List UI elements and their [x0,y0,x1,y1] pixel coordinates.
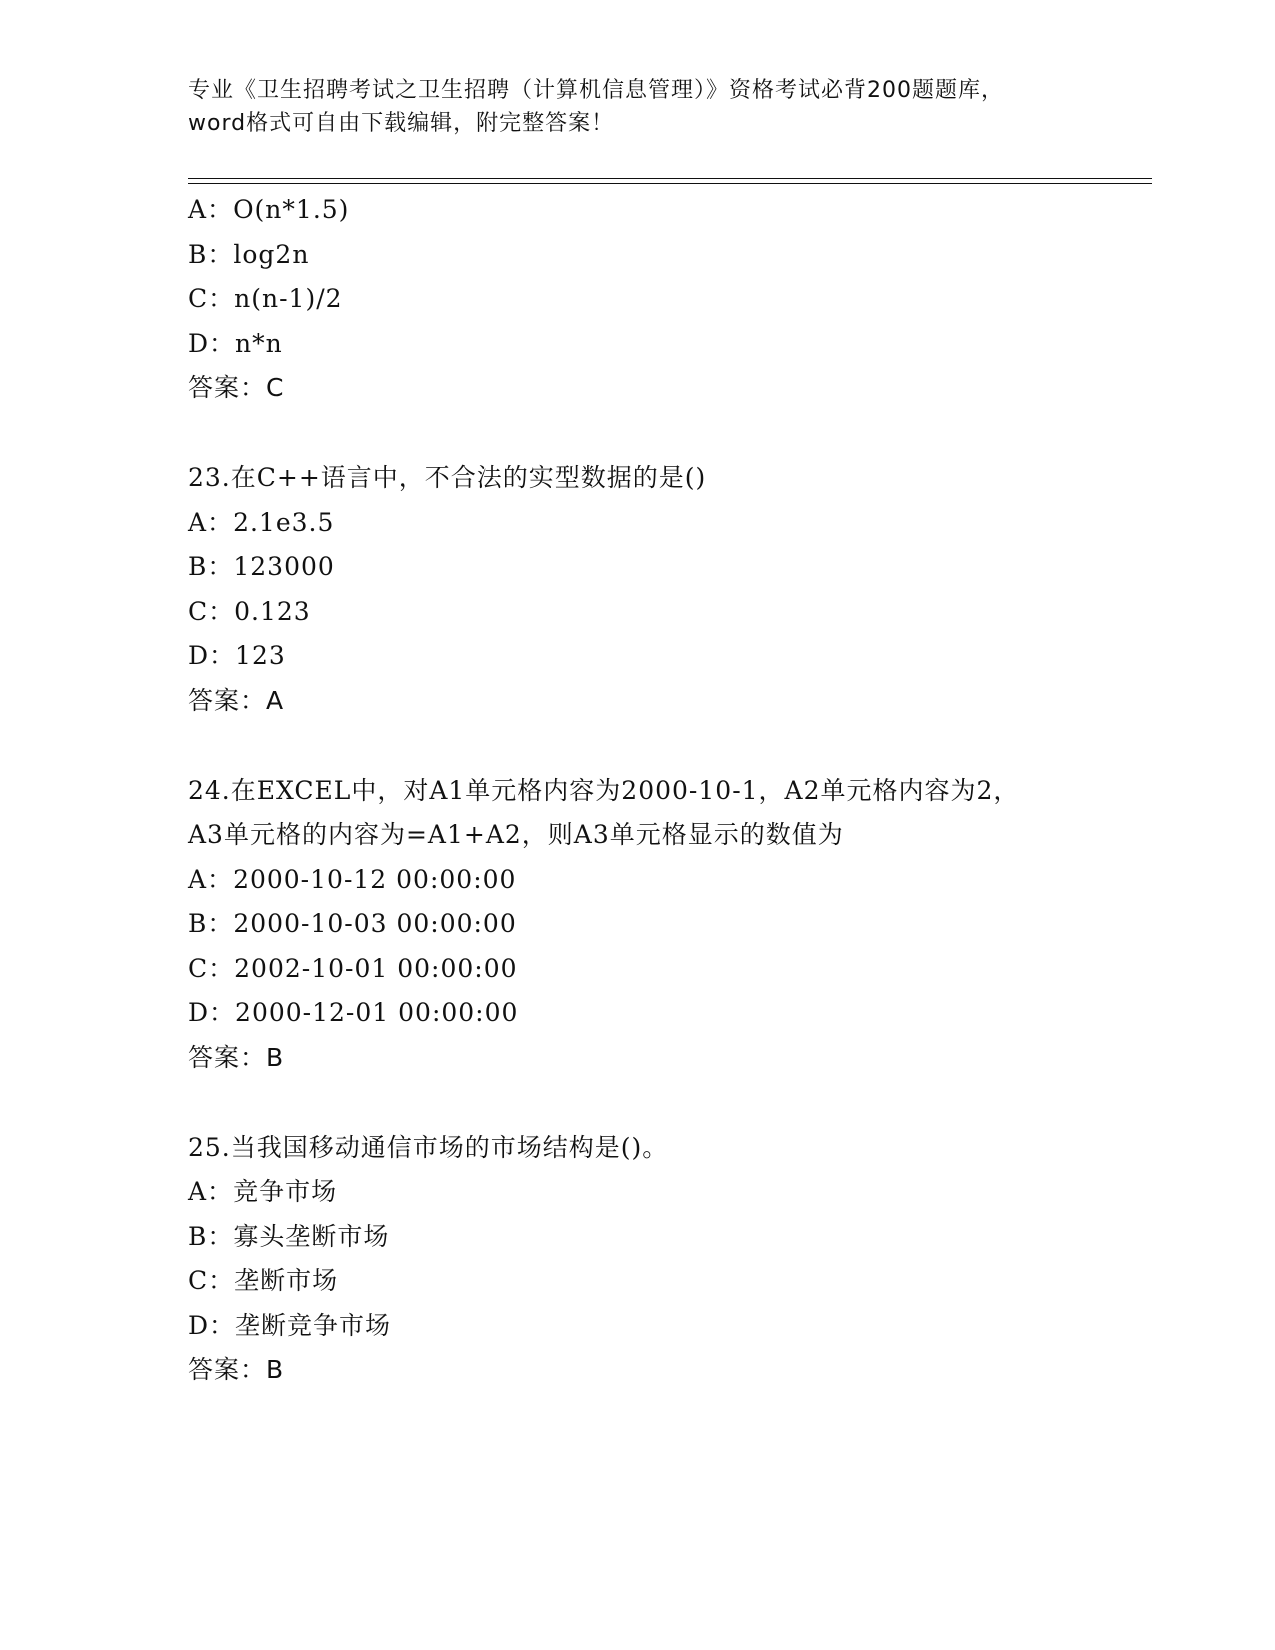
option-label: C： [188,954,235,983]
option-text: log2n [233,240,310,269]
q23-option-d [188,641,286,671]
option-text: 123000 [233,552,335,581]
q22-option-b [188,240,309,270]
q24-option-d [188,998,518,1028]
q25-answer: 答案：B [188,1355,285,1384]
q24-option-a [188,865,516,895]
option-label: C： [188,597,235,626]
header-divider-top [188,178,1152,179]
option-label: D： [188,998,236,1027]
option-text: 垄断市场 [234,1266,339,1295]
option-text: 2.1e3.5 [233,508,335,537]
option-text: 2000-12-01 00:00:00 [235,998,519,1027]
q24-answer: 答案：B [188,1043,285,1072]
q22-option-c [188,284,343,314]
option-text: O(n*1.5) [233,195,350,224]
option-text: 垄断竞争市场 [235,1311,392,1340]
header-divider-bottom [188,183,1152,184]
option-label: A： [188,865,234,894]
q24-stem-line-1: 24.在EXCEL中，对A1单元格内容为2000-10-1，A2单元格内容为2， [188,776,1020,805]
q25-option-c [188,1266,338,1296]
option-label: C： [188,284,235,313]
document-header [188,74,1108,140]
q24-stem-line-2: A3单元格的内容为=A1+A2，则A3单元格显示的数值为 [188,820,844,849]
q25-option-d [188,1311,391,1341]
q22-answer: 答案：C [188,373,285,402]
q23-option-b [188,552,335,582]
q25-option-a [188,1177,337,1207]
option-text: 2002-10-01 00:00:00 [234,954,518,983]
option-label: D： [188,1311,236,1340]
q25-stem: 25.当我国移动通信市场的市场结构是()。 [188,1133,669,1162]
option-text: n*n [235,329,283,358]
option-text: 寡头垄断市场 [233,1222,390,1251]
option-label: B： [188,552,234,581]
header-line-1: 专业《卫生招聘考试之卫生招聘（计算机信息管理）》资格考试必背200题题库， [188,78,1004,103]
option-label: B： [188,240,234,269]
q24-option-c [188,954,518,984]
q25-option-b [188,1222,389,1252]
q23-option-a [188,508,334,538]
q24-option-b [188,909,517,939]
option-label: B： [188,909,234,938]
option-text: 2000-10-12 00:00:00 [233,865,517,894]
option-label: A： [188,508,234,537]
option-label: D： [188,641,236,670]
option-label: C： [188,1266,235,1295]
q23-option-c [188,597,311,627]
q22-option-a [188,195,349,225]
header-line-2: word格式可自由下载编辑，附完整答案！ [188,111,615,136]
option-label: A： [188,195,234,224]
option-text: 0.123 [234,597,311,626]
option-text: 2000-10-03 00:00:00 [233,909,517,938]
q22-option-d [188,329,283,359]
option-label: A： [188,1177,234,1206]
option-label: D： [188,329,236,358]
option-label: B： [188,1222,234,1251]
option-text: n(n-1)/2 [234,284,343,313]
option-text: 竞争市场 [233,1177,338,1206]
q23-stem: 23.在C++语言中，不合法的实型数据的是() [188,463,707,492]
q23-answer: 答案：A [188,686,285,715]
option-text: 123 [235,641,286,670]
